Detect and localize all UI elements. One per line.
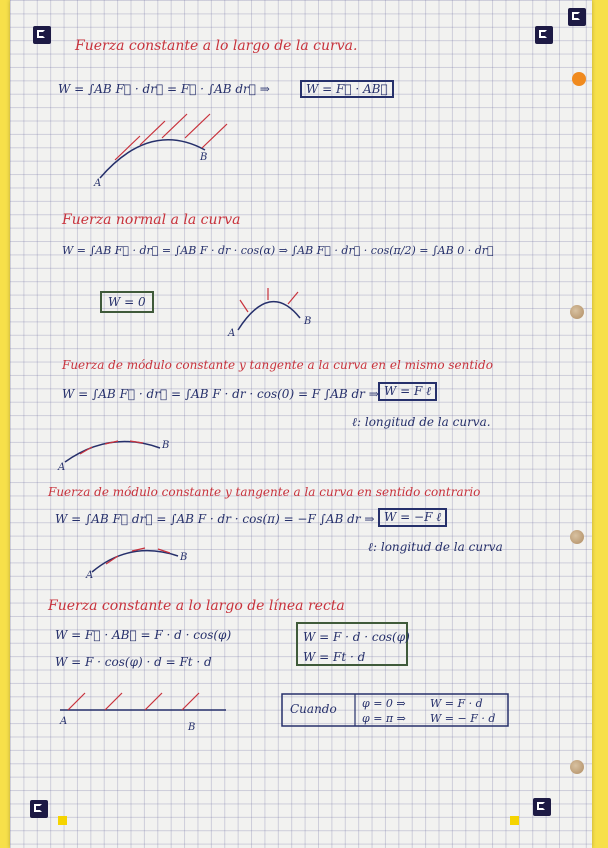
- section5-result1: W = F · d · cos(φ): [303, 630, 410, 644]
- case1-result: W = F · d: [430, 697, 483, 710]
- cases-label: Cuando: [290, 702, 337, 716]
- section4-title: Fuerza de módulo constante y tangente a la curva en sentido contrario: [48, 485, 481, 499]
- section3-label-a: A: [58, 462, 66, 473]
- section4-note: ℓ: longitud de la curva: [368, 540, 503, 554]
- section4-curve: [92, 551, 178, 572]
- section5-label-b: B: [188, 722, 196, 733]
- section2-label-b: B: [304, 316, 312, 327]
- section4-equation: W = ∫AB F⃗ dr⃗ = ∫AB F · dr · cos(π) = −F ∫AB dr ⇒: [55, 512, 375, 526]
- section3-curve: [65, 442, 160, 462]
- case2-condition: φ = π ⇒: [362, 712, 406, 725]
- section5-equation2: W = F · cos(φ) · d = Ft · d: [55, 655, 212, 669]
- section5-result2: W = Ft · d: [303, 650, 366, 664]
- case2-result: W = − F · d: [430, 712, 496, 725]
- section5-results-box: [296, 622, 408, 666]
- case1-condition: φ = 0 ⇒: [362, 697, 406, 710]
- section4-label-a: A: [86, 570, 94, 581]
- section3-label-b: B: [162, 440, 170, 451]
- section2-normal-vectors: [240, 288, 298, 312]
- section1-force-vectors: [115, 114, 227, 160]
- section4-opposite-vectors: [106, 548, 170, 564]
- section2-title: Fuerza normal a la curva: [62, 212, 241, 228]
- section5-label-a: A: [60, 716, 68, 727]
- section3-equation: W = ∫AB F⃗ · dr⃗ = ∫AB F · dr · cos(0) = F ∫AB dr ⇒: [62, 387, 379, 401]
- section5-force-vectors: [68, 693, 199, 710]
- section5-equation1: W = F⃗ · AB⃗ = F · d · cos(φ): [55, 628, 232, 642]
- section2-equation: W = ∫AB F⃗ · dr⃗ = ∫AB F · dr · cos(α) ⇒ ∫AB F⃗ · dr⃗ · cos(π/2) = ∫AB 0 · dr⃗: [62, 244, 494, 257]
- section2-result: W = 0: [100, 291, 154, 313]
- section5-title: Fuerza constante a lo largo de línea recta: [48, 598, 345, 614]
- section3-title: Fuerza de módulo constante y tangente a la curva en el mismo sentido: [62, 358, 493, 372]
- section2-curve: [238, 302, 300, 330]
- section1-label-b: B: [200, 152, 208, 163]
- section1-result: W = F⃗ · AB⃗: [300, 80, 394, 98]
- section3-note: ℓ: longitud de la curva.: [352, 415, 491, 429]
- section3-result: W = F ℓ: [378, 382, 437, 401]
- section4-result: W = −F ℓ: [378, 508, 447, 527]
- section1-label-a: A: [94, 178, 102, 189]
- section4-label-b: B: [180, 552, 188, 563]
- section3-tangent-vectors: [80, 441, 143, 454]
- section1-equation: W = ∫AB F⃗ · dr⃗ = F⃗ · ∫AB dr⃗ ⇒: [58, 82, 270, 96]
- section1-title: Fuerza constante a lo largo de la curva.: [75, 38, 358, 54]
- section2-result-wrap: [100, 295, 154, 309]
- section2-label-a: A: [228, 328, 236, 339]
